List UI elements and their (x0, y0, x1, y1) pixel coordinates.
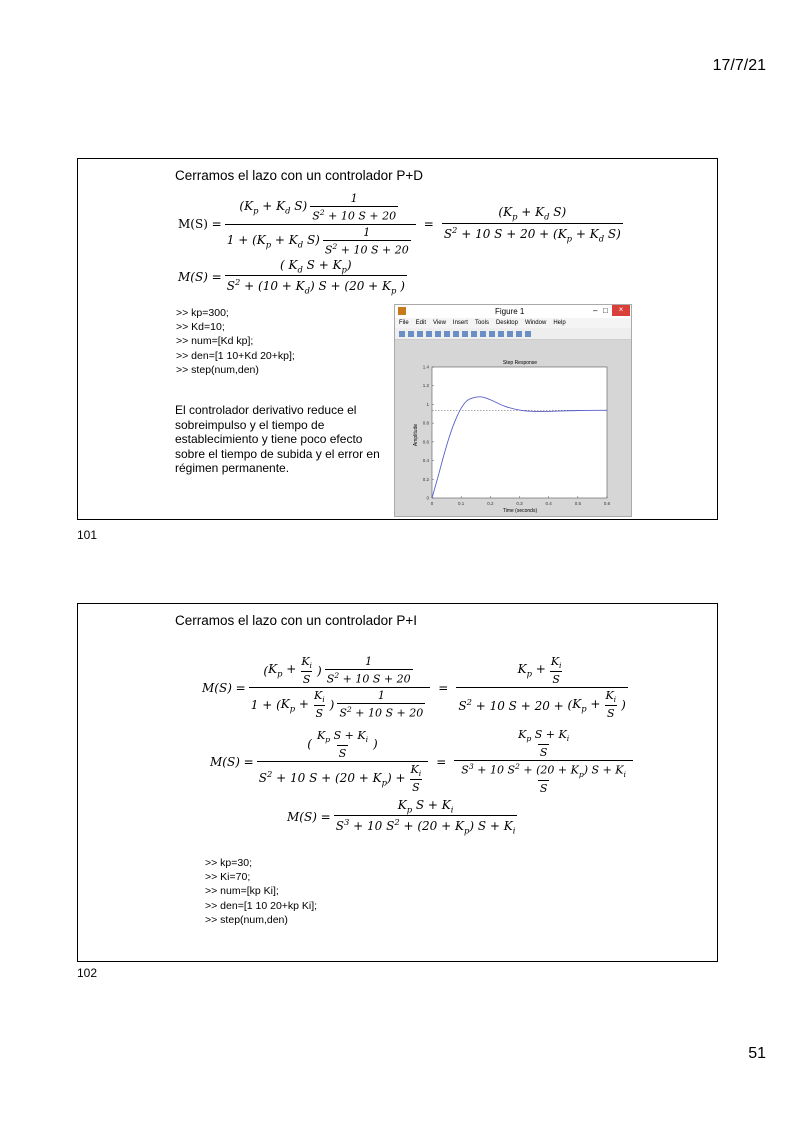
eq-equals: = (438, 680, 449, 695)
figure-menu-bar (395, 318, 631, 328)
equation-pi-2: M(S) = ( $\frac{K_p S + K_i}{S}$ ) $S^2 + 10$ $S + (20 + K_p)$ + $\frac{K_i}{S}$ = $\frac{\frac{K_p S + K_i}{S}}{\frac{S^3 + 10 S^2 + (20 + K_p) S + K_i}{S}}$ (210, 728, 636, 795)
chart-title: Step Response (502, 360, 538, 366)
eq-term: $S^2 + 10$ S + 20 (339, 705, 424, 721)
eq-term: 1 (377, 689, 385, 703)
eq-term: $S^2 + 10$ S + 20 (326, 671, 411, 686)
maximize-icon[interactable]: □ (603, 306, 608, 315)
eq-term: $S^2 + 10$ S + 20 (324, 241, 409, 257)
zoom-out-icon[interactable] (453, 331, 459, 337)
menu-window[interactable]: Window (524, 320, 547, 326)
x-tick-label: 0 (430, 501, 434, 506)
step-response-chart (395, 340, 631, 516)
eq-term: $S^2 + 10$ S + 20 + (458, 696, 564, 713)
code-line: >> num=[Kd kp]; (176, 335, 254, 348)
code-line: >> step(num,den) (205, 913, 288, 926)
eq-term: $S^2 + 10$ $S + 20 + (K_p + K_d$ S) (443, 224, 621, 244)
slide-title: Cerramos el lazo con un controlador P+D (175, 168, 423, 183)
date: 17/7/21 (712, 57, 766, 74)
x-tick-label: 0.2 (487, 501, 494, 506)
y-tick-label: 1.2 (422, 383, 429, 389)
matlab-figure-window (394, 304, 632, 517)
data-cursor-icon[interactable] (480, 331, 486, 337)
slide-title: Cerramos el lazo con un controlador P+I (175, 613, 417, 628)
eq-term: $K_p$ $S + K_i$ (316, 728, 369, 745)
matlab-code-pi (205, 856, 317, 927)
y-tick-label: 1.4 (422, 364, 429, 370)
eq-term: 1 (350, 192, 358, 205)
save-icon[interactable] (417, 331, 423, 337)
slide-number: 102 (77, 966, 98, 980)
matlab-icon (398, 307, 406, 315)
eq-term: $K_p$ $S + K_i$ (518, 728, 570, 744)
eq-lhs: M(S) = (287, 809, 331, 824)
y-tick-label: 0.6 (422, 439, 429, 445)
close-icon[interactable]: × (612, 305, 630, 316)
pd-explanation: El controlador derivativo reduce el sobreimpulso y el tiempo de establecimiento y tiene poco efecto sobre el tiempo de subida y el error en régimen permanente. (175, 403, 380, 476)
menu-help[interactable]: Help (553, 320, 566, 326)
zoom-in-icon[interactable] (444, 331, 450, 337)
eq-term: S (552, 673, 560, 687)
code-line: >> Kd=10; (176, 321, 225, 334)
eq-term: ($K_p + K_d$ S) (239, 199, 308, 216)
slide-number: 101 (77, 528, 98, 542)
eq-term: S (539, 746, 548, 760)
eq-term: ($K_p + K_d$ S) (498, 205, 567, 222)
brush-icon[interactable] (489, 331, 495, 337)
pan-icon[interactable] (462, 331, 468, 337)
eq-equals: = (436, 754, 447, 769)
eq-term: S (302, 673, 311, 687)
code-line: >> kp=30; (205, 857, 252, 869)
eq-equals: = (423, 217, 434, 232)
y-axis-label: Amplitude (413, 423, 419, 447)
code-line: >> step(num,den) (176, 363, 259, 376)
eq-term: S (315, 707, 324, 721)
eq-term: S (338, 747, 347, 761)
eq-term: $K_i$ (313, 689, 325, 705)
eq-term: $K_p$ + (268, 662, 297, 679)
figure-toolbar (395, 328, 631, 340)
colorbar-icon[interactable] (507, 331, 513, 337)
eq-term: $K_p$ + (572, 696, 601, 713)
eq-term: 1 (365, 655, 373, 669)
pointer-icon[interactable] (435, 331, 441, 337)
eq-term: S (539, 782, 548, 796)
menu-tools[interactable]: Tools (474, 320, 489, 326)
eq-term: 1 + (250, 697, 273, 712)
code-line: >> Ki=70; (205, 871, 251, 884)
eq-lhs: M(S) = (178, 269, 222, 284)
x-axis-label: Time (seconds) (502, 508, 538, 514)
eq-term: S (412, 781, 420, 795)
eq-lhs: M(S) = (210, 754, 254, 769)
x-tick-label: 0.3 (516, 501, 523, 506)
grid-icon[interactable] (525, 331, 531, 337)
eq-term: S (607, 707, 615, 721)
eq-term: $K_i$ (550, 655, 562, 671)
eq-term: $S^3 + 10$ $S^2 + (20 + K_p) S + K_i$ (461, 762, 626, 780)
x-tick-label: 0.4 (545, 501, 552, 506)
rotate-icon[interactable] (471, 331, 477, 337)
code-line: >> num=[kp Ki]; (205, 885, 279, 898)
eq-term: $K_i$ (605, 689, 617, 705)
print-icon[interactable] (426, 331, 432, 337)
equation-pi-1: M(S) = ( $K_p$ + $\frac{K_i}{S}$ ) $\frac{1}{S^2 + 10 S + 20}$ 1 + ( $K_p$ + $\frac{K_i}{S}$ ) $\frac{1}{S^2 + 10 S + 20}$ = $K_p$ + $\frac{K_i}{S}$ $S^2 + 10$ S + 20 + ( $K_p$ + $\frac{K_i}{S}$ ) (202, 655, 626, 721)
page-number: 51 (748, 1045, 766, 1062)
x-tick-label: 0.6 (603, 501, 611, 506)
y-tick-label: 0.4 (422, 458, 429, 464)
y-tick-label: 1 (426, 401, 429, 407)
legend-icon[interactable] (516, 331, 522, 337)
eq-term: $1 + (K_p + K_d$ S) (226, 232, 320, 250)
code-line: >> kp=300; (176, 307, 229, 319)
eq-term: 1 (363, 225, 371, 239)
menu-insert[interactable]: Insert (452, 320, 468, 326)
y-tick-label: 0.2 (422, 476, 429, 482)
eq-term: $K_p$ + (280, 696, 309, 713)
link-icon[interactable] (498, 331, 504, 337)
x-tick-label: 0.5 (574, 501, 581, 506)
eq-term: ( $K_d$ $S + K_p$) (280, 258, 352, 275)
y-tick-label: 0 (426, 495, 429, 501)
equation-pi-3 (287, 798, 520, 836)
code-line: >> den=[1 10 20+kp Ki]; (205, 899, 318, 912)
menu-edit[interactable]: Edit (415, 320, 427, 326)
eq-term: $K_p$ + (517, 662, 546, 679)
menu-desktop[interactable]: Desktop (495, 320, 518, 326)
eq-term: $K_p$ $S + K_i$ (397, 798, 454, 815)
equation-pd-1 (178, 192, 626, 256)
eq-term: $S^2 + 10$ $S + (20 + K_p)$ + (258, 769, 406, 788)
eq-lhs: M(S) = (178, 217, 222, 232)
eq-term: $K_i$ (301, 655, 312, 671)
window-title: Figure 1 (495, 307, 525, 316)
eq-term: $S^2 + (10 + K_d) S + (20 + K_p$ ) (226, 277, 405, 296)
code-line: >> den=[1 10+Kd 20+kp]; (176, 349, 295, 362)
minimize-icon[interactable]: – (593, 306, 598, 315)
menu-view[interactable]: View (433, 320, 446, 326)
open-icon[interactable] (408, 331, 414, 337)
eq-term: $S^3 + 10$ $S^2 + (20 + K_p) S + K_i$ (335, 817, 516, 836)
eq-term: $K_i$ (410, 763, 422, 779)
menu-file[interactable]: File (399, 320, 409, 326)
matlab-code-pd (176, 306, 295, 377)
eq-lhs: M(S) = (202, 680, 246, 695)
x-tick-label: 0.1 (458, 501, 465, 506)
plot-area (432, 367, 607, 498)
eq-term: $S^2 + 10$ S + 20 (312, 208, 397, 223)
y-tick-label: 0.8 (422, 420, 429, 426)
new-icon[interactable] (399, 331, 405, 337)
equation-pd-2 (178, 258, 410, 296)
